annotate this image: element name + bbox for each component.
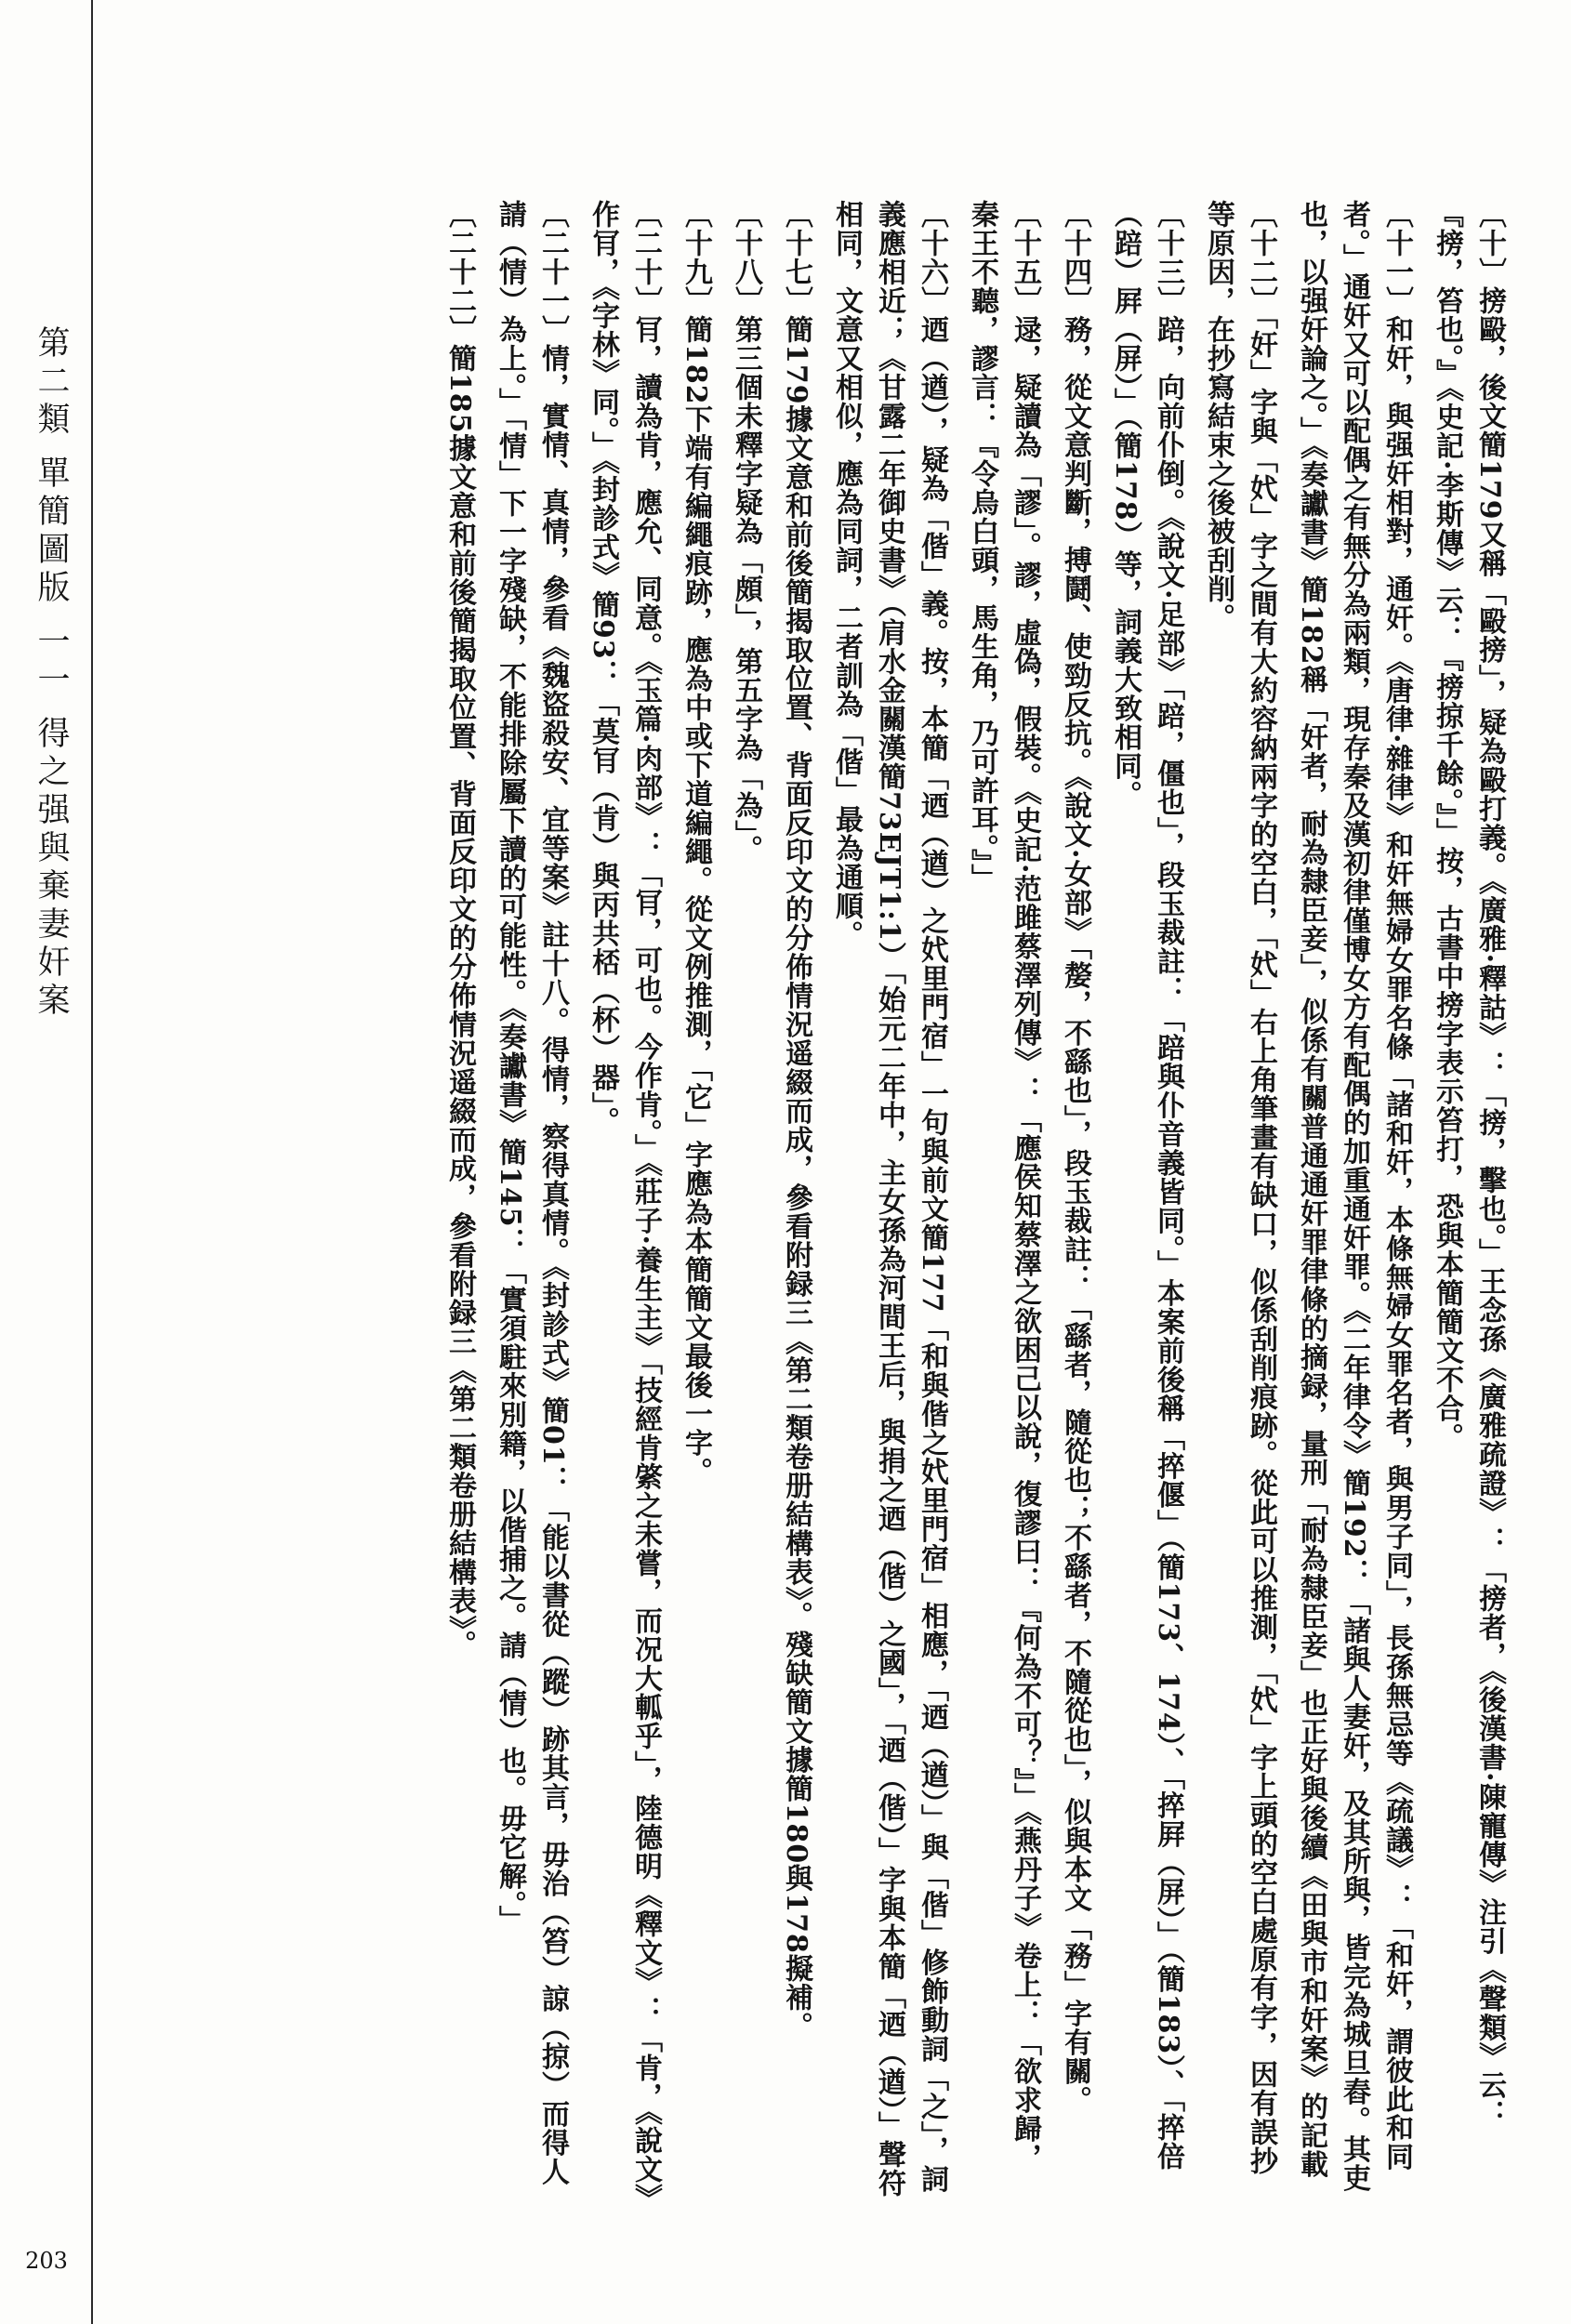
- page-number: 203: [25, 2248, 68, 2274]
- note-label: 〔十〕: [1473, 200, 1506, 286]
- note-21: [488, 200, 574, 2199]
- note-17: [774, 200, 817, 2199]
- note-text: 簡179據文意和前後簡揭取位置、背面反印文的分佈情況遥綴而成，參看附録三《第二類卷册結構表》。殘缺簡文據簡180與178擬補。: [780, 315, 812, 2040]
- note-22: [438, 200, 481, 2199]
- note-14: [1053, 200, 1096, 2199]
- note-label: 〔十二〕: [1245, 200, 1277, 315]
- note-label: 〔十一〕: [1380, 200, 1413, 315]
- note-label: 〔十三〕: [1152, 200, 1184, 315]
- note-11: [1289, 200, 1418, 2199]
- note-label: 〔二十〕: [629, 200, 662, 315]
- note-label: 〔十六〕: [916, 200, 948, 315]
- margin-sidebar: [0, 0, 93, 2324]
- running-header: 第二類 單簡圖版 一一 得之强與棄妻奸案: [33, 325, 70, 1022]
- note-13: [1103, 200, 1189, 2199]
- note-label: 〔十四〕: [1059, 200, 1091, 315]
- note-20: [581, 200, 667, 2199]
- note-text: 簡185據文意和前後簡揭取位置、背面反印文的分佈情況遥綴而成，參看附録三《第二類卷册結構表》。: [443, 344, 476, 1659]
- note-text: 逯，疑讀為「謬」。謬，虛偽，假裝。《史記·范雎蔡澤列傳》：「應侯知蔡澤之欲困己以說，復謬曰：『何為不可？』」《燕丹子》卷上：「欲求歸，秦王不聽，謬言：『令烏白頭，馬生角，乃可許耳。』」: [966, 200, 1041, 2172]
- note-12: [1196, 200, 1282, 2199]
- note-text: 務，從文意判斷，搏鬪、使勁反抗。《說文·女部》「嫠，不繇也」，段玉裁註：「繇者，隨從也；不繇者，不隨從也」，似與本文「務」字有關。: [1059, 315, 1091, 2115]
- note-text: 和奸，與强奸相對，通奸。《唐律·雜律》和奸無婦女罪名條「諸和奸，本條無婦女罪名者，與男子同」，長孫無忌等《疏議》：「和奸，謂彼此和同者。」通奸又可以配偶之有無分為兩類，現存秦及漢初律僅博女方有配偶的加重通奸罪。《二年律令》簡192：「諸與人妻奸，及其所與，皆完為城旦舂。其吏也，以强奸論之。」《奏讞書》簡182稱「奸者，耐為隸臣妾」，似係有關普通通奸罪律條的摘録，量刑「耐為隸臣妾」也正好與後續《田與市和奸案》的記載: [1295, 200, 1413, 2193]
- note-text: 第三個未釋字疑為「頗」，第五字為「為」。: [730, 315, 762, 864]
- note-text: 搒毆，後文簡179又稱「毆搒」，疑為毆打義。《廣雅·釋詁》：「搒，擊也。」王念孫《廣雅疏證》：「搒者，《後漢書·陳寵傳》注引《聲類》云：『搒，笞也。』《史記·李斯傳》云：『搒掠千餘。』」按，古書中搒字表示笞打，恐與本簡簡文不合。: [1431, 200, 1506, 2129]
- note-16: [825, 200, 953, 2199]
- note-text: 「奸」字與「㚤」字之間有大約容納兩字的空白，「㚤」右上角筆畫有缺口，似係刮削痕跡。從此可以推測，「㚤」字上頭的空白處原有字，因有誤抄等原因，在抄寫結束之後被刮削。: [1202, 200, 1277, 2175]
- note-19: [674, 200, 717, 2199]
- notes-body: [172, 200, 1511, 2199]
- note-10: [1425, 200, 1511, 2199]
- note-text: 肎，讀為肯，應允、同意。《玉篇·肉部》：「肎，可也。今作肯。」《莊子·養生主》「技經肯綮之未嘗，而况大軱乎」，陸德明《釋文》：「肯，《說文》作肎，《字林》同。」《封診式》簡93：「莫肎（肯）與丙共桮（杯）器」。: [587, 200, 662, 2199]
- note-label: 〔十九〕: [680, 200, 712, 315]
- note-text: 情，實情、真情，參看《魏盜殺安、宜等案》註十八。得情，察得真情。《封診式》簡01：「能以書從（蹤）跡其言，毋治（笞）諒（掠）而得人請（情）為上。」「情」下一字殘缺，不能排除屬下讀的可能性。《奏讞書》簡145：「實須駐來別籍，以偕捕之。請（情）也。毋它解。」: [494, 200, 569, 2186]
- note-text: 迺（遒），疑為「偕」義。按，本簡「迺（遒）之㚤里門宿」一句與前文簡177「和與偕之㚤里門宿」相應，「迺（遒）」與「偕」修飾動詞「之」，詞義應相近；《甘露二年御史書》（肩水金關漢簡73EJT1:1）「始元二年中，主女孫為河間王后，與捐之迺（偕）之國」，「迺（偕）」字與本簡「迺（遒）」聲符相同，文意又相似，應為同詞，二者訓為「偕」最為通順。: [830, 200, 948, 2198]
- note-label: 〔二十一〕: [536, 200, 569, 344]
- note-18: [724, 200, 767, 2199]
- note-text: 踣，向前仆倒。《說文·足部》「踣，僵也」，段玉裁註：「踣與仆音義皆同。」本案前後稱「捽偃」（簡173、174）、「捽屛（屏）」（簡183）、「捽倍（踣）屛（屏）」（簡178）等，詞義大致相同。: [1109, 200, 1184, 2172]
- note-label: 〔二十二〕: [443, 200, 476, 344]
- note-label: 〔十七〕: [780, 200, 812, 315]
- note-label: 〔十八〕: [730, 200, 762, 315]
- note-15: [960, 200, 1046, 2199]
- note-text: 簡182下端有編繩痕跡，應為中或下道編繩。從文例推測，「它」字應為本簡簡文最後一字。: [680, 315, 712, 1486]
- note-label: 〔十五〕: [1009, 200, 1041, 315]
